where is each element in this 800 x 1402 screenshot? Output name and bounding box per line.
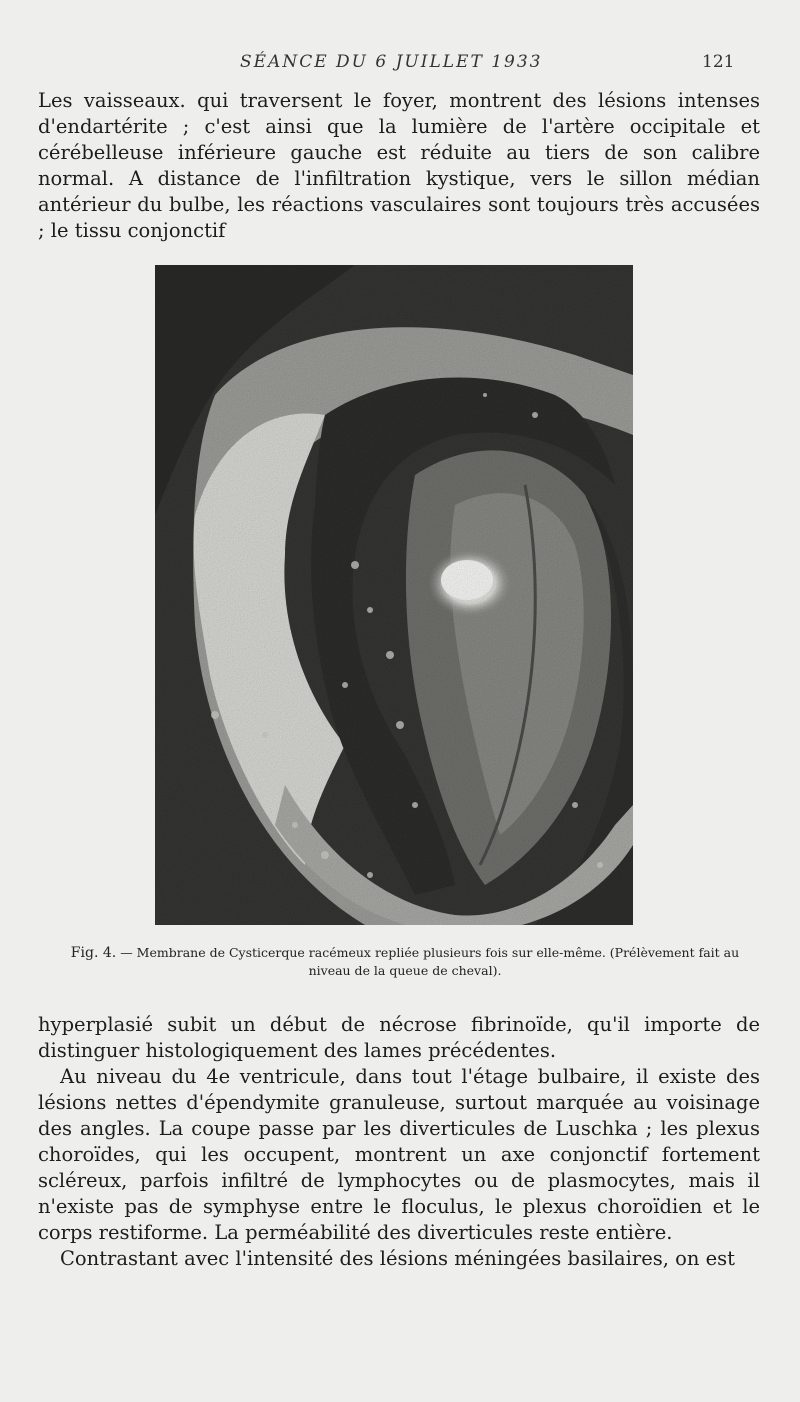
paragraph-top-text: Les vaisseaux. qui traversent le foyer, montrent des lésions intenses d'endartérite ; c'est ainsi que la lumière de l'artère occipitale et cérébelleuse inférieure gauche est réduite au tiers de son calibre normal. A distance de l'infiltration kystique, vers le sillon médian antérieur du bulbe, les réactions vasculaires sont toujours très accusées ; le tissu conjonctif: [38, 89, 760, 242]
figure-caption-text: — Membrane de Cysticerque racémeux repliée plusieurs fois sur elle-même. (Prélèvement fait au niveau de la queue de cheval).: [120, 945, 740, 978]
paragraph-bottom: [38, 1012, 760, 1272]
figure-label: Fig. 4.: [70, 945, 117, 961]
paragraph-bottom-1: hyperplasié subit un début de nécrose fibrinoïde, qu'il importe de distinguer histologiquement des lames précédentes.: [38, 1013, 760, 1062]
paragraph-bottom-3: [38, 1246, 760, 1272]
running-head: SÉANCE DU 6 JUILLET 1933: [240, 52, 543, 72]
micrograph-image: [155, 265, 633, 925]
paragraph-bottom-3-text: Contrastant avec l'intensité des lésions méningées basilaires, on est: [60, 1247, 736, 1270]
paragraph-bottom-2: [38, 1064, 760, 1246]
micrograph-figure: [155, 265, 633, 925]
paragraph-bottom-2-text: Au niveau du 4e ventricule, dans tout l'étage bulbaire, il existe des lésions nettes d'épendymite granuleuse, surtout marquée au voisinage des angles. La coupe passe par les diverticules de Luschka ; les plexus choroïdes, qui les occupent, montrent un axe conjonctif fortement scléreux, parfois infiltré de lymphocytes ou de plasmocytes, mais il n'existe pas de symphyse entre le floculus, le plexus choroïdien et le corps restiforme. La perméabilité des diverticules reste entière.: [38, 1065, 760, 1244]
page-number: 121: [702, 52, 735, 72]
figure-caption: [60, 944, 750, 980]
paragraph-top: [38, 88, 760, 244]
